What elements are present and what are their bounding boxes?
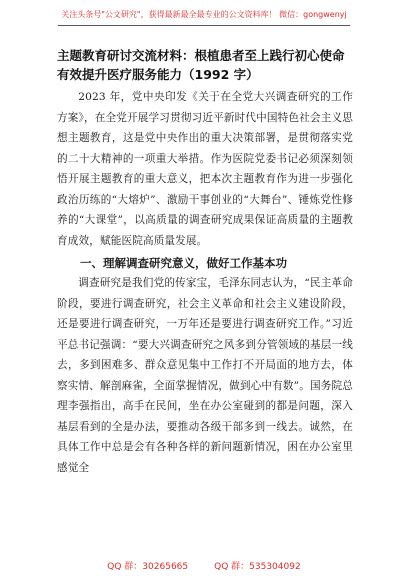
section-heading: 一、理解调查研究意义，做好工作基本功	[80, 256, 287, 270]
paragraph-intro: 2023 年，党中央印发《关于在全党大兴调查研究的工作方案》，在全党开展学习贯彻习近平新时代中国特色社会主义思想主题教育，这是党中央作出的重大决策部署，是贯彻落实党的二十大精神的一项重大举措。作为医院党委书记必须深刻领悟开展主题教育的重大意义，把本次主题教育作为进一步强化政治历练的“大熔炉”、激励干事创业的“大舞台”、锤炼党性修养的“大课堂”，以高质量的调查研究成果保证高质量的主题教育成效，赋能医院高质量发展。	[57, 91, 353, 247]
document-title: 主题教育研讨交流材料：根植患者至上践行初心使命有效提升医疗服务能力（1992 字）	[57, 48, 345, 82]
footer-qq-group-2: QQ 群：535304092	[214, 562, 301, 572]
page-footer	[0, 559, 408, 572]
header-divider	[58, 25, 350, 26]
paragraph-section-1: 调查研究是我们党的传家宝，毛泽东同志认为，“民主革命阶段，要进行调查研究，社会主义革命和社会主义建设阶段，还是要进行调查研究，一万年还是要进行调查研究工作。”习近平总书记强调：“要大兴调查研究之风多到分管领域的基层一线去，多到困难多、群众意见集中工作打不开局面的地方去，体察实情、解剖麻雀，全面掌握情况，做到心中有数”。国务院总理李强指出，高手在民间，坐在办公室碰到的都是问题，深入基层看到的全是办法，要推动各级干部多到一线去。诚然，在具体工作中总是会有各种各样的新问题新情况，困在办公室里感觉全	[57, 277, 353, 474]
document-body	[57, 47, 353, 478]
page-header-banner: 关注头条号"公文研究"，获得最新最全最专业的公文资料库！ 微信：gongwenyj	[61, 10, 347, 19]
footer-qq-group-1: QQ 群：30265665	[107, 562, 189, 572]
